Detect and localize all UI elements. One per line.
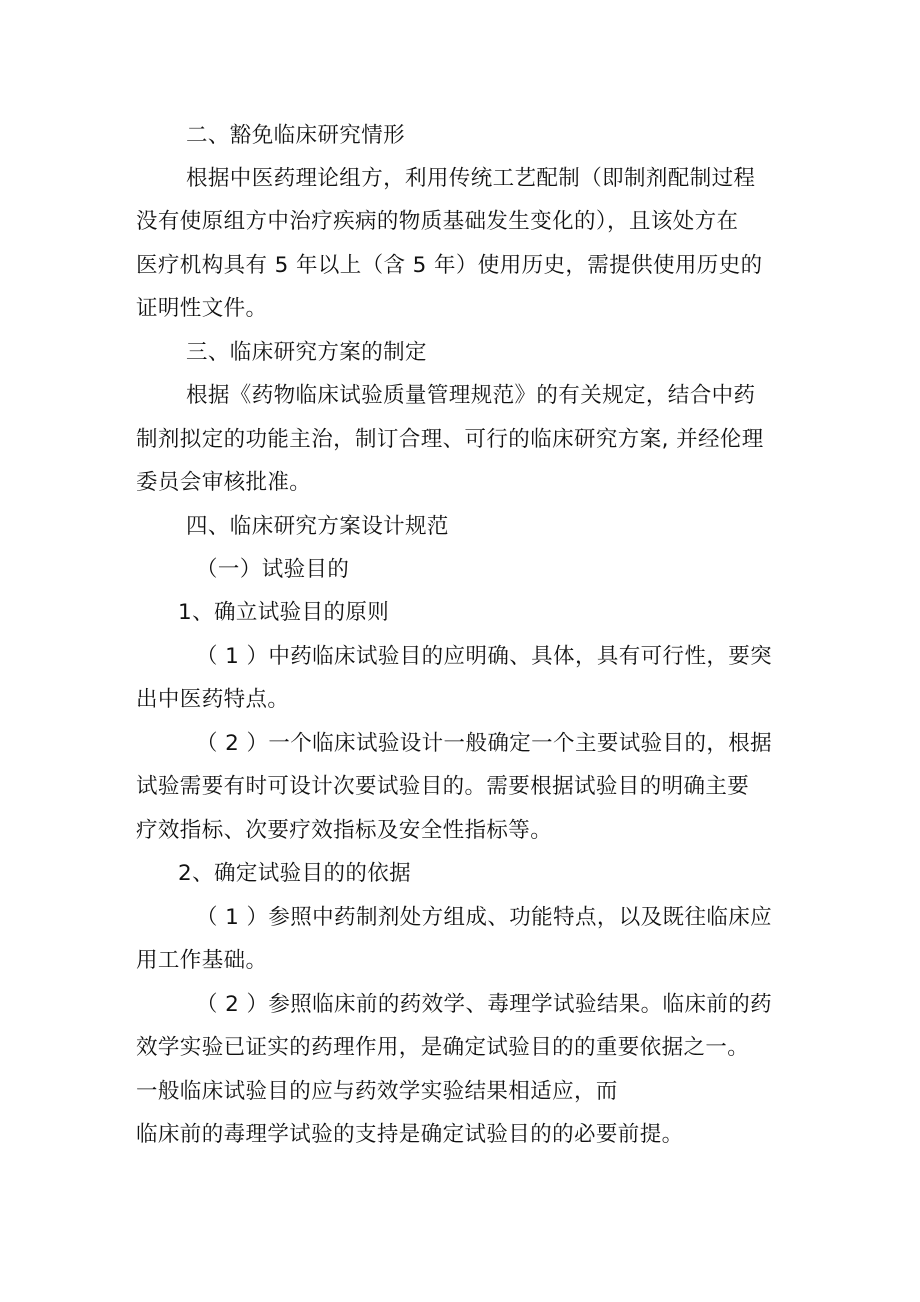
item-heading: 1、确立试验目的原则 bbox=[178, 600, 390, 625]
paragraph-line: 制剂拟定的功能主治，制订合理、可行的临床研究方案, 并经伦理 bbox=[136, 427, 764, 452]
paragraph-line: 医疗机构具有 5 年以上（含 5 年）使用历史，需提供使用历史的 bbox=[136, 253, 763, 278]
paragraph-line: （ 2 ）参照临床前的药效学、毒理学试验结果。临床前的药 bbox=[196, 992, 773, 1017]
paragraph-line: （ 2 ）一个临床试验设计一般确定一个主要试验目的，根据 bbox=[196, 731, 773, 756]
paragraph-line: 疗效指标、次要疗效指标及安全性指标等。 bbox=[136, 818, 553, 843]
paragraph-line: 临床前的毒理学试验的支持是确定试验目的的必要前提。 bbox=[136, 1122, 684, 1147]
section-heading-protocol: 三、临床研究方案的制定 bbox=[186, 340, 427, 365]
paragraph-line: 试验需要有时可设计次要试验目的。需要根据试验目的明确主要 bbox=[136, 774, 750, 799]
paragraph-line: 一般临床试验目的应与药效学实验结果相适应，而 bbox=[136, 1079, 618, 1104]
paragraph-line: 根据中医药理论组方，利用传统工艺配制（即制剂配制过程 bbox=[186, 166, 756, 191]
paragraph-line: 根据《药物临床试验质量管理规范》的有关规定，结合中药 bbox=[186, 383, 756, 408]
paragraph-line: （ 1 ）中药临床试验目的应明确、具体，具有可行性，要突 bbox=[196, 644, 773, 669]
section-heading-exemption: 二、豁免临床研究情形 bbox=[186, 123, 406, 148]
paragraph-line: （ 1 ）参照中药制剂处方组成、功能特点，以及既往临床应 bbox=[196, 905, 773, 930]
section-heading-design: 四、临床研究方案设计规范 bbox=[186, 514, 449, 539]
paragraph-line: 委员会审核批准。 bbox=[136, 470, 312, 495]
paragraph-line: 没有使原组方中治疗疾病的物质基础发生变化的），且该处方在 bbox=[136, 209, 739, 234]
paragraph-line: 出中医药特点。 bbox=[136, 687, 290, 712]
paragraph-line: 证明性文件。 bbox=[136, 296, 268, 321]
subsection-heading: （一）试验目的 bbox=[196, 557, 350, 582]
item-heading: 2、确定试验目的的依据 bbox=[178, 861, 412, 886]
paragraph-line: 用工作基础。 bbox=[136, 948, 268, 973]
paragraph-line: 效学实验已证实的药理作用，是确定试验目的的重要依据之一。 bbox=[136, 1035, 750, 1060]
